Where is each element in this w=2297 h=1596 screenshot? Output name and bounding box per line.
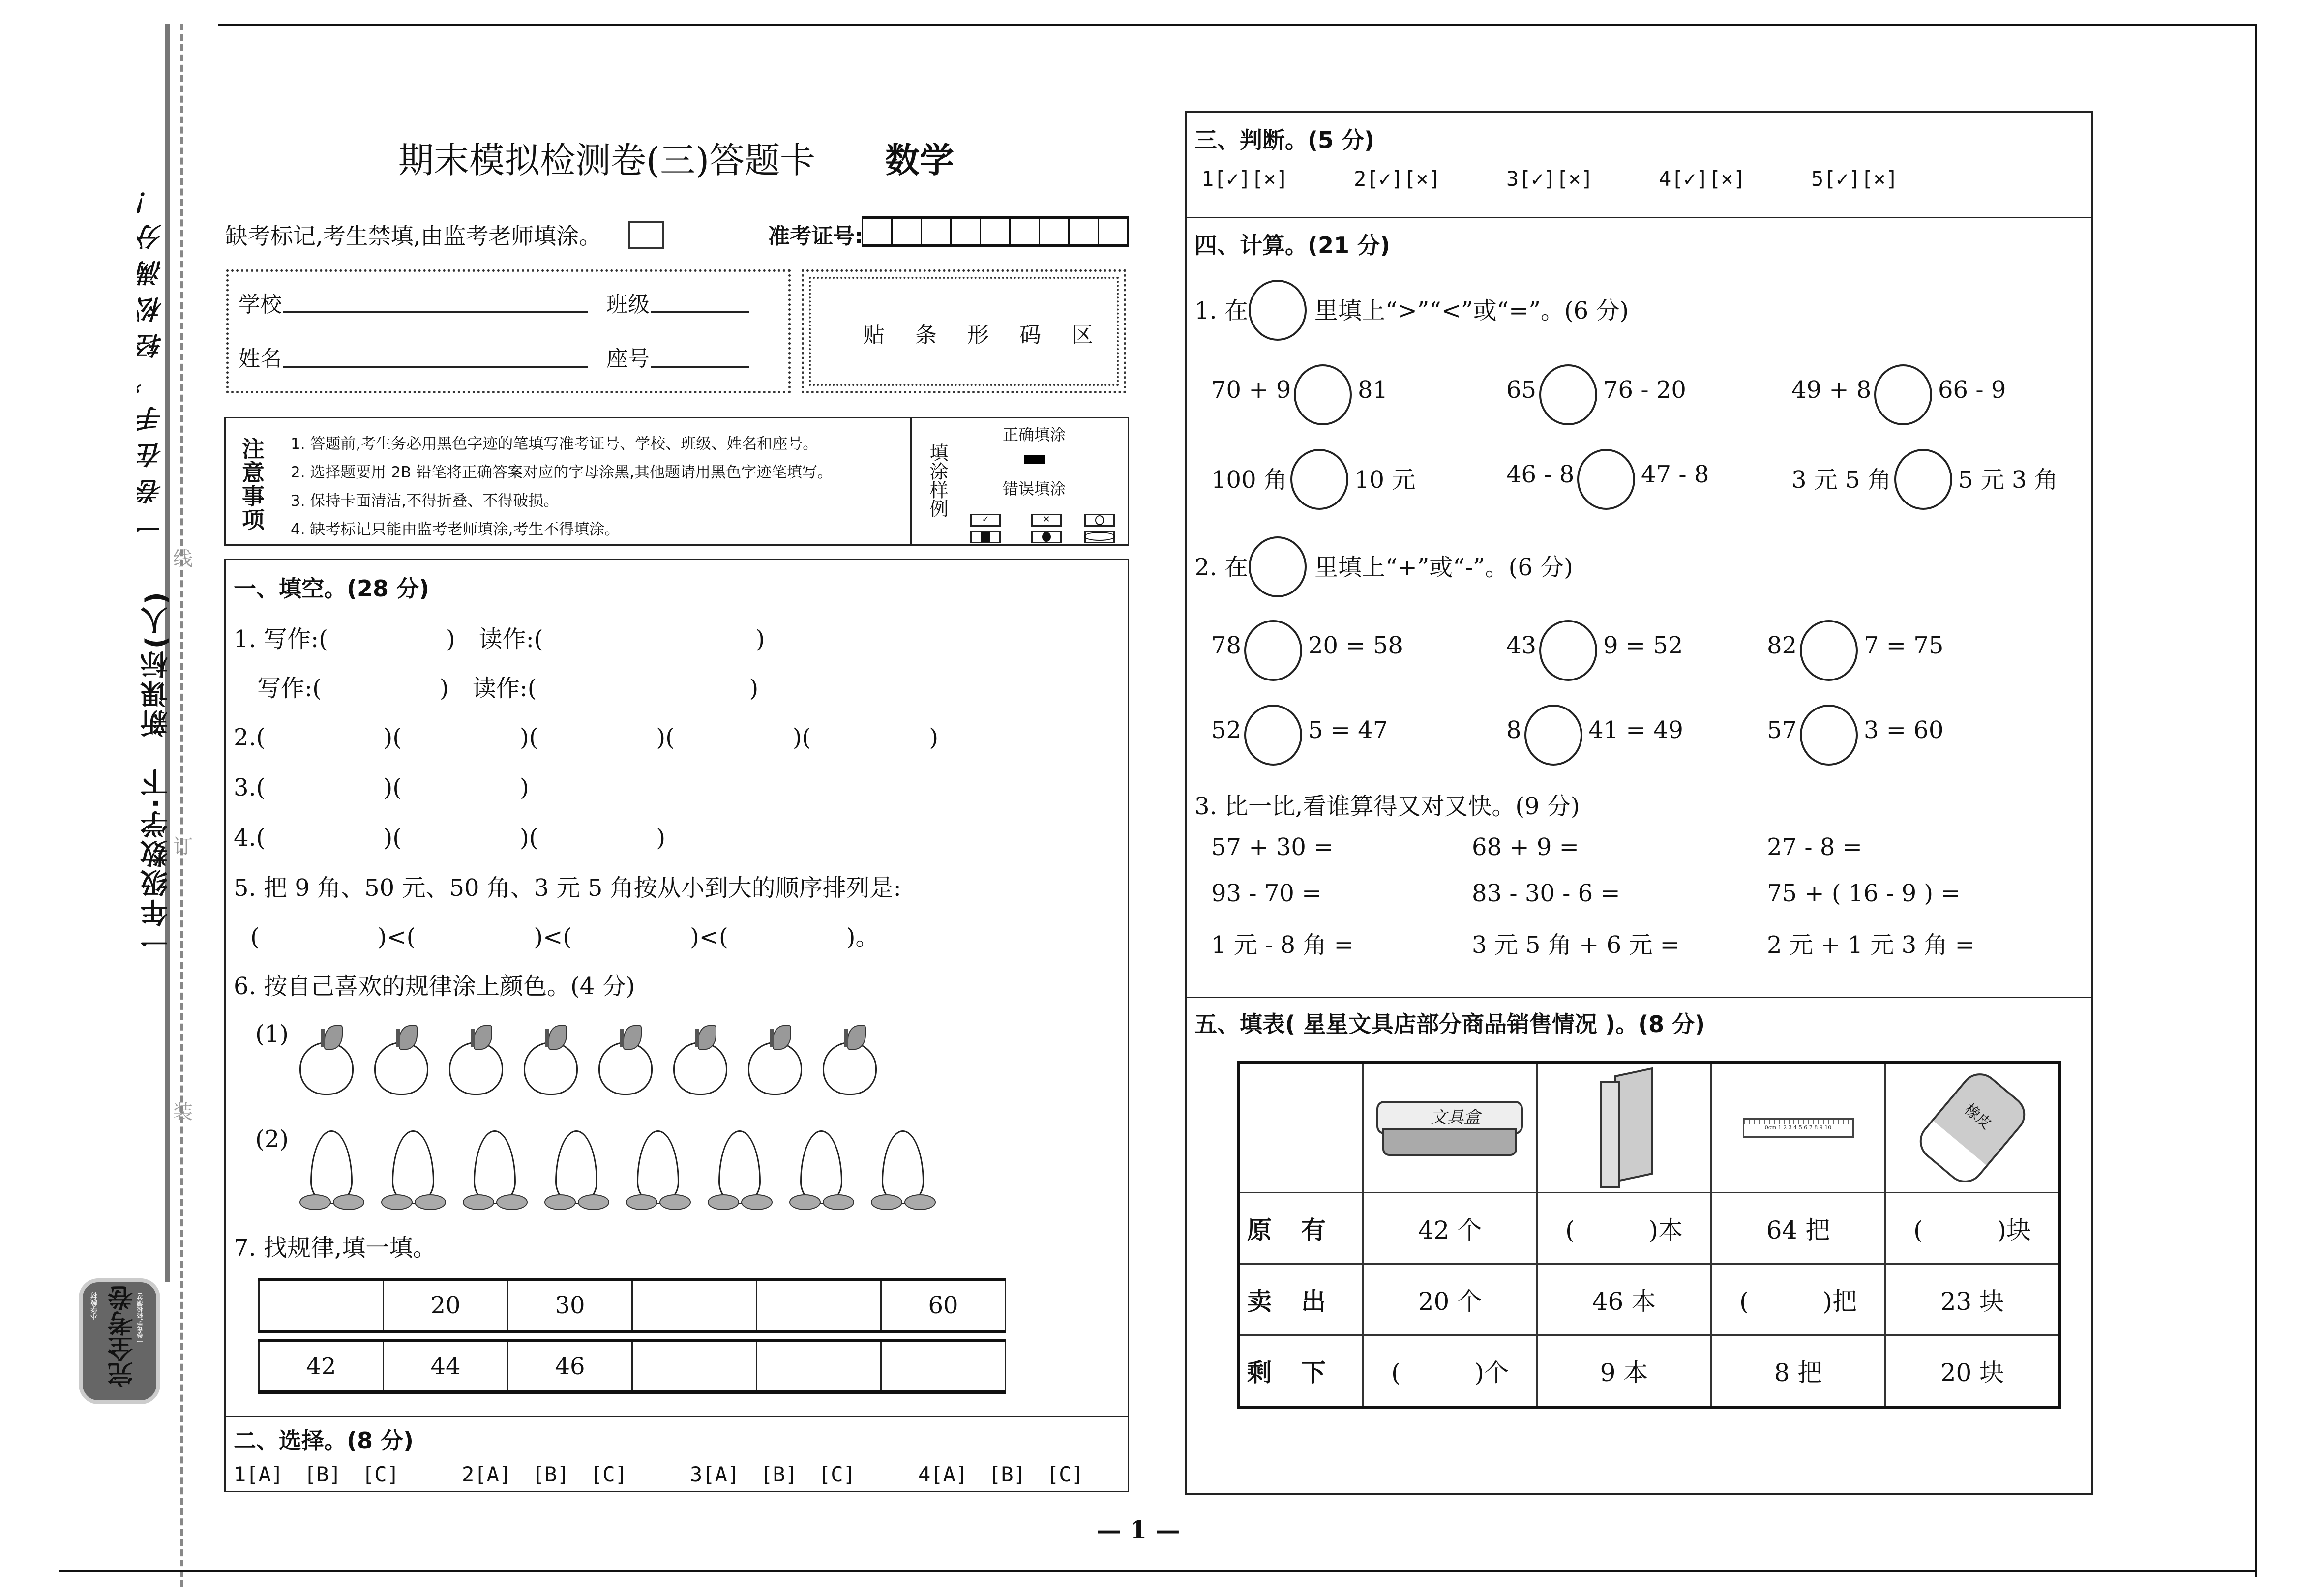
notice-divider (910, 418, 912, 544)
sequence-cell: 20 (384, 1280, 508, 1331)
sales-row-label: 原有 (1239, 1193, 1363, 1264)
frame-top (218, 24, 2256, 26)
logo-sub-bottom: 一卷在手,轻松满分! (137, 1292, 144, 1345)
expr-left: 3 元 5 角 (1791, 466, 1891, 494)
item-ruler (1711, 1063, 1885, 1193)
expr-right: 66 - 9 (1938, 376, 2006, 404)
expr-left: 43 (1506, 632, 1537, 659)
expr-left: 78 (1211, 632, 1242, 659)
absent-checkbox[interactable] (628, 221, 664, 249)
peach-row (299, 1130, 935, 1214)
apple-row (299, 1022, 877, 1096)
divider (1187, 217, 2091, 218)
wrong-check-sample-icon: ✓ (970, 514, 1001, 527)
mental-math-item[interactable]: 57 + 30 = (1211, 833, 1334, 861)
exam-no-digit-box[interactable] (981, 219, 1011, 244)
sales-table (1237, 1061, 2061, 1409)
expr-right: 20 = 58 (1308, 632, 1403, 659)
frame-bottom (59, 1570, 2257, 1572)
eraser-icon (1911, 1065, 2033, 1190)
judge-q1[interactable]: 1[✓][×] (1201, 167, 1289, 191)
cut-mark-staple: 装 (173, 1101, 193, 1123)
q6-prompt: 6. 按自己喜欢的规律涂上颜色。(4 分) (234, 973, 635, 1000)
notice-heading: 注意事项 (239, 437, 265, 532)
q7-sequence-row2 (258, 1339, 1006, 1394)
expr-right: 3 = 60 (1864, 716, 1944, 744)
peach-icon[interactable] (299, 1130, 363, 1214)
answer-circle-input[interactable] (1290, 449, 1348, 510)
name-field[interactable] (283, 366, 588, 368)
peach-icon[interactable] (381, 1130, 445, 1214)
section4-title: 四、计算。(21 分) (1194, 232, 1391, 259)
ruler-icon: 0cm 1 2 3 4 5 6 7 8 9 10 (1743, 1118, 1854, 1138)
notice-item: 2. 选择题要用 2B 铅笔将正确答案对应的字母涂黑,其他题请用黑色字迹笔填写。 (291, 464, 833, 481)
class-field[interactable] (651, 311, 749, 313)
exam-no-digit-box[interactable] (1099, 219, 1129, 244)
sequence-blank-cell[interactable] (757, 1280, 881, 1331)
student-info-box (226, 269, 791, 393)
item-pencil-box (1363, 1063, 1537, 1193)
sequence-blank-cell[interactable] (881, 1341, 1006, 1392)
apple-icon[interactable] (673, 1022, 727, 1096)
mental-math-item[interactable]: 1 元 - 8 角 = (1211, 931, 1354, 959)
mental-math-item[interactable]: 68 + 9 = (1472, 833, 1579, 861)
expr-left: 70 + 9 (1211, 376, 1291, 404)
answer-circle-input[interactable] (1294, 364, 1352, 425)
mental-math-item[interactable]: 75 + ( 16 - 9 ) = (1767, 880, 1961, 907)
notice-item: 1. 答题前,考生务必用黑色字迹的笔填写准考证号、学校、班级、姓名和座号。 (291, 435, 818, 453)
answer-circle-input[interactable] (1800, 705, 1858, 766)
school-label: 学校 (239, 292, 282, 317)
apple-icon[interactable] (823, 1022, 877, 1096)
sequence-blank-cell[interactable] (632, 1280, 757, 1331)
sales-cell: 64 把 (1711, 1193, 1885, 1264)
class-label: 班级 (606, 292, 650, 317)
correct-fill-sample (1024, 455, 1045, 464)
peach-icon[interactable] (708, 1130, 772, 1214)
sequence-cell: 30 (508, 1280, 632, 1331)
divider (1187, 997, 2091, 998)
section-fill-blanks (224, 559, 1129, 1417)
spine-grade-label: 一年级数学·下 新课标(人) (140, 590, 172, 956)
sales-blank-cell[interactable]: ( )把 (1711, 1264, 1885, 1335)
apple-icon[interactable] (374, 1022, 428, 1096)
peach-icon[interactable] (626, 1130, 690, 1214)
q2-blanks[interactable]: 2.( )( )( )( )( ) (234, 724, 939, 751)
logo-main: 完全考卷 (108, 1285, 138, 1388)
sequence-blank-cell[interactable] (632, 1341, 757, 1392)
section3-title: 三、判断。(5 分) (1194, 127, 1375, 153)
judge-q2[interactable]: 2[✓][×] (1354, 167, 1441, 191)
answer-circle-input[interactable] (1874, 364, 1932, 425)
sequence-cell: 44 (384, 1341, 508, 1392)
answer-circle-input[interactable] (1539, 364, 1597, 425)
expr-left: 52 (1211, 716, 1242, 744)
answer-circle-input[interactable] (1524, 705, 1582, 766)
seat-field[interactable] (651, 366, 749, 368)
expr-right: 9 = 52 (1603, 632, 1683, 659)
calc-q1-suffix: 里填上“>”“<”或“=”。(6 分) (1314, 297, 1629, 325)
school-field[interactable] (283, 311, 588, 313)
exam-no-digit-box[interactable] (1070, 219, 1099, 244)
exam-no-digit-box[interactable] (893, 219, 922, 244)
expr-left: 8 (1506, 716, 1521, 744)
q6-row1-label: (1) (255, 1020, 289, 1048)
exam-no-digit-box[interactable] (863, 219, 893, 244)
sequence-blank-cell[interactable] (259, 1280, 384, 1331)
spine-slogan: 一卷在手，轻松满分！ (137, 177, 167, 541)
mental-math-item[interactable]: 3 元 5 角 + 6 元 = (1472, 931, 1680, 959)
expr-right: 76 - 20 (1603, 376, 1686, 404)
exam-no-digit-box[interactable] (952, 219, 981, 244)
q5-prompt: 5. 把 9 角、50 元、50 角、3 元 5 角按从小到大的顺序排列是: (234, 874, 901, 902)
brand-logo (79, 1278, 160, 1404)
choice-q1[interactable]: 1[A] [B] [C] (234, 1462, 399, 1486)
answer-circle-input[interactable] (1894, 449, 1952, 510)
section1-title: 一、填空。(28 分) (234, 575, 430, 602)
expr-right: 47 - 8 (1641, 461, 1709, 488)
wrong-halfbar-sample-icon (970, 531, 1001, 543)
exam-no-label: 准考证号: (768, 224, 864, 249)
wrong-fill-label: 错误填涂 (1003, 479, 1066, 498)
choice-q4[interactable]: 4[A] [B] [C] (918, 1462, 1084, 1486)
answer-circle-input[interactable] (1539, 620, 1597, 681)
cut-mark-bind: 订 (173, 835, 193, 858)
sales-blank-cell[interactable]: ( )个 (1363, 1335, 1537, 1408)
expr-left: 65 (1506, 376, 1537, 404)
sales-row-label: 卖出 (1239, 1264, 1363, 1335)
mental-math-item[interactable]: 93 - 70 = (1211, 880, 1322, 907)
q3-blanks[interactable]: 3.( )( ) (234, 774, 529, 801)
calc-q2-suffix: 里填上“+”或“-”。(6 分) (1314, 554, 1573, 581)
eraser-text: 橡皮 (1961, 1100, 1995, 1133)
q5-blanks[interactable]: ( )<( )<( )<( )。 (250, 923, 879, 951)
peach-icon[interactable] (789, 1130, 853, 1214)
barcode-label: 贴 条 形 码 区 (863, 323, 1105, 348)
expr-right: 81 (1358, 376, 1388, 404)
sequence-cell: 42 (259, 1341, 384, 1392)
sales-cell: 8 把 (1711, 1335, 1885, 1408)
calc-q2-prefix: 2. 在 (1194, 554, 1249, 581)
judge-q3[interactable]: 3[✓][×] (1506, 167, 1594, 191)
apple-icon[interactable] (299, 1022, 354, 1096)
pencil-box-icon (1376, 1101, 1524, 1155)
notice-item: 4. 缺考标记只能由监考老师填涂,考生不得填涂。 (291, 521, 620, 538)
expr-left: 57 (1767, 716, 1797, 744)
expr-left: 49 + 8 (1791, 376, 1872, 404)
seat-label: 座号 (606, 346, 650, 371)
sample-heading: 填涂样例 (926, 443, 948, 518)
mental-math-item[interactable]: 27 - 8 = (1767, 833, 1862, 861)
q1-line2[interactable]: 写作:( ) 读作:( ) (234, 675, 759, 702)
absent-note: 缺考标记,考生禁填,由监考老师填涂。 (225, 223, 602, 249)
exam-no-digit-box[interactable] (1011, 219, 1040, 244)
apple-icon[interactable] (748, 1022, 802, 1096)
choice-q2[interactable]: 2[A] [B] [C] (462, 1462, 627, 1486)
q4-blanks[interactable]: 4.( )( )( ) (234, 824, 666, 852)
apple-icon[interactable] (598, 1022, 653, 1096)
cut-mark-line: 线 (173, 548, 193, 570)
expr-left: 82 (1767, 632, 1797, 659)
apple-icon[interactable] (524, 1022, 578, 1096)
calc-q1-prefix: 1. 在 (1194, 297, 1249, 325)
sales-blank-cell[interactable]: ( )块 (1885, 1193, 2060, 1264)
page-title: 期末模拟检测卷(三)答题卡 (398, 140, 816, 181)
judge-q5[interactable]: 5[✓][×] (1811, 167, 1899, 191)
expr-right: 7 = 75 (1864, 632, 1944, 659)
answer-circle-input[interactable] (1244, 705, 1302, 766)
answer-circle-input[interactable] (1800, 620, 1858, 681)
page-number: — 1 — (1097, 1515, 1180, 1544)
section2-title: 二、选择。(8 分) (234, 1427, 414, 1454)
wrong-cross-sample-icon: ✕ (1031, 514, 1062, 527)
exam-no-digit-box[interactable] (922, 219, 952, 244)
correct-fill-label: 正确填涂 (1003, 425, 1066, 444)
sales-blank-cell[interactable]: ( )本 (1537, 1193, 1711, 1264)
notice-box (224, 417, 1129, 546)
barcode-area (802, 269, 1126, 393)
expr-left: 100 角 (1211, 466, 1287, 494)
sales-cell: 23 块 (1885, 1264, 2060, 1335)
wrong-circle-sample-icon (1084, 514, 1115, 527)
peach-icon[interactable] (463, 1130, 527, 1214)
item-eraser (1885, 1063, 2060, 1193)
pencil-box-text: 文具盒 (1430, 1108, 1481, 1127)
book-icon (1600, 1071, 1649, 1184)
item-book (1537, 1063, 1711, 1193)
subject-title: 数学 (885, 140, 954, 180)
section5-title: 五、填表( 星星文具店部分商品销售情况 )。(8 分) (1194, 1011, 1705, 1037)
sales-cell: 20 块 (1885, 1335, 2060, 1408)
calc-q3-prompt: 3. 比一比,看谁算得又对又快。(9 分) (1194, 793, 1580, 820)
peach-icon[interactable] (544, 1130, 608, 1214)
choice-q3[interactable]: 3[A] [B] [C] (690, 1462, 856, 1486)
name-label: 姓名 (239, 346, 282, 371)
exam-no-input[interactable] (862, 216, 1129, 247)
q1-line1[interactable]: 1. 写作:( ) 读作:( ) (234, 625, 765, 653)
q7-sequence-row1 (258, 1278, 1006, 1333)
exam-no-digit-box[interactable] (1040, 219, 1070, 244)
answer-circle-input[interactable] (1577, 449, 1635, 510)
q7-prompt: 7. 找规律,填一填。 (234, 1234, 437, 1262)
sales-cell: 46 本 (1537, 1264, 1711, 1335)
answer-circle-input[interactable] (1244, 620, 1302, 681)
expr-right: 5 元 3 角 (1958, 466, 2058, 494)
sequence-blank-cell[interactable] (757, 1341, 881, 1392)
answer-circle-icon (1249, 280, 1307, 341)
q6-row2-label: (2) (255, 1125, 289, 1153)
expr-right: 10 元 (1354, 466, 1416, 494)
notice-item: 3. 保持卡面清洁,不得折叠、不得破损。 (291, 492, 559, 510)
sales-row-label: 剩下 (1239, 1335, 1363, 1408)
corner-cell (1239, 1063, 1363, 1193)
frame-right (2255, 24, 2257, 1577)
mental-math-item[interactable]: 2 元 + 1 元 3 角 = (1767, 931, 1975, 959)
sequence-cell: 60 (881, 1280, 1006, 1331)
section-choice (224, 1416, 1129, 1492)
expr-right: 5 = 47 (1308, 716, 1388, 744)
logo-sub-top: 小学教材 (90, 1292, 98, 1320)
expr-right: 41 = 49 (1588, 716, 1683, 744)
sales-cell: 9 本 (1537, 1335, 1711, 1408)
apple-icon[interactable] (449, 1022, 503, 1096)
expr-left: 46 - 8 (1506, 461, 1575, 488)
sequence-cell: 46 (508, 1341, 632, 1392)
wrong-oval-sample-icon (1084, 531, 1115, 543)
answer-circle-icon (1249, 536, 1307, 597)
sales-cell: 20 个 (1363, 1264, 1537, 1335)
judge-q4[interactable]: 4[✓][×] (1659, 167, 1746, 191)
wrong-dot-sample-icon (1031, 531, 1062, 543)
peach-icon[interactable] (871, 1130, 935, 1214)
cut-line (180, 24, 183, 1587)
mental-math-item[interactable]: 83 - 30 - 6 = (1472, 880, 1620, 907)
sales-cell: 42 个 (1363, 1193, 1537, 1264)
